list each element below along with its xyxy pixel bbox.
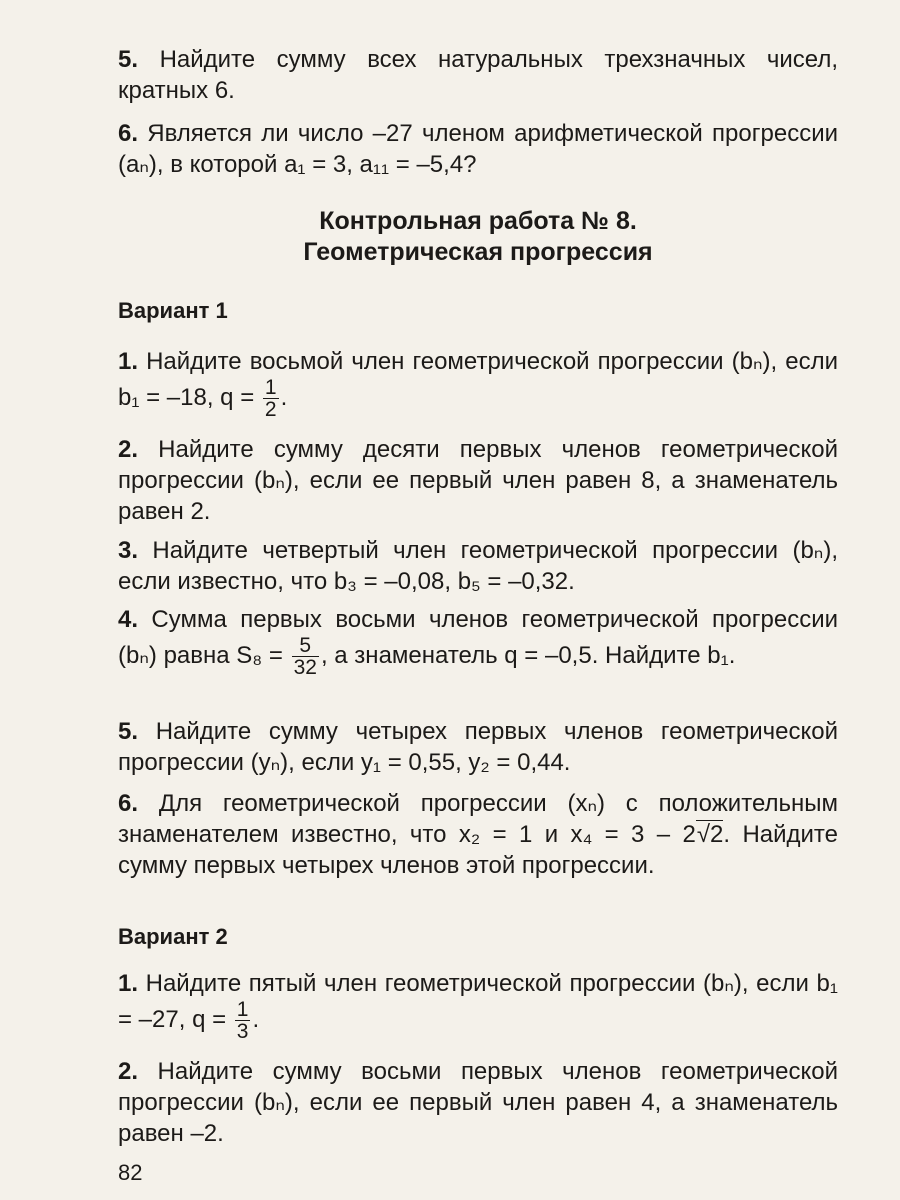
variant-1-title: Вариант 1 — [118, 298, 228, 323]
v1-task-3: 3. Найдите четвертый член геометрической прогрессии (bₙ), если известно, что b₃ = –0,08, b₅ = –0,32. — [118, 537, 839, 595]
v1-task-1: 1. Найдите восьмой член геометрической прогрессии (bₙ), если b₁ = –18, q = $\frac{1}{2}$ . — [118, 348, 839, 421]
fraction: $\frac{5}{32}$ — [293, 634, 317, 679]
v2-task-1: 1. Найдите пятый член геометрической прогрессии (bₙ), если b₁ = –27, q = $\frac{1}{3}$ . — [118, 970, 838, 1043]
v2-task-2: 2. Найдите сумму восьми первых членов геометрической прогрессии (bₙ), если ее первый член равен 4, а знаменатель равен –2. — [118, 1058, 838, 1147]
task-top-5: 5. Найдите сумму всех натуральных трехзначных чисел, кратных 6. — [118, 46, 839, 104]
page-number: 82 — [118, 1160, 143, 1185]
title-line-2: Геометрическая прогрессия — [303, 238, 653, 266]
v1-task-6: 6. Для геометрической прогрессии (xₙ) с положительным знаменателем известно, что x₂ = 1 и x₄ = 3 – 2√2. Найдите сумму первых четырех членов этой прогрессии. — [118, 790, 839, 879]
variant-2-title: Вариант 2 — [118, 924, 228, 949]
v1-task-2: 2. Найдите сумму десяти первых членов геометрической прогрессии (bₙ), если ее первый член равен 8, а знаменатель равен 2. — [118, 436, 838, 525]
task-top-6: 6. Является ли число –27 членом арифметической прогрессии (aₙ), в которой a₁ = 3, a₁₁ = –5,4? — [118, 120, 838, 178]
title-line-1: Контрольная работа № 8. — [319, 207, 637, 235]
fraction: $\frac{1}{3}$ — [236, 998, 249, 1043]
v1-task-4: 4. Сумма первых восьми членов геометрической прогрессии (bₙ) равна S₈ = $\frac{5}{32}$ , а знаменатель q = –0,5. Найдите b₁. — [118, 606, 839, 679]
sqrt-radicand: √2 — [696, 821, 724, 848]
v1-task-5: 5. Найдите сумму четырех первых членов геометрической прогрессии (yₙ), если y₁ = 0,55, y₂ = 0,44. — [118, 718, 838, 776]
fraction: $\frac{1}{2}$ — [264, 376, 277, 421]
page-title — [118, 206, 838, 268]
